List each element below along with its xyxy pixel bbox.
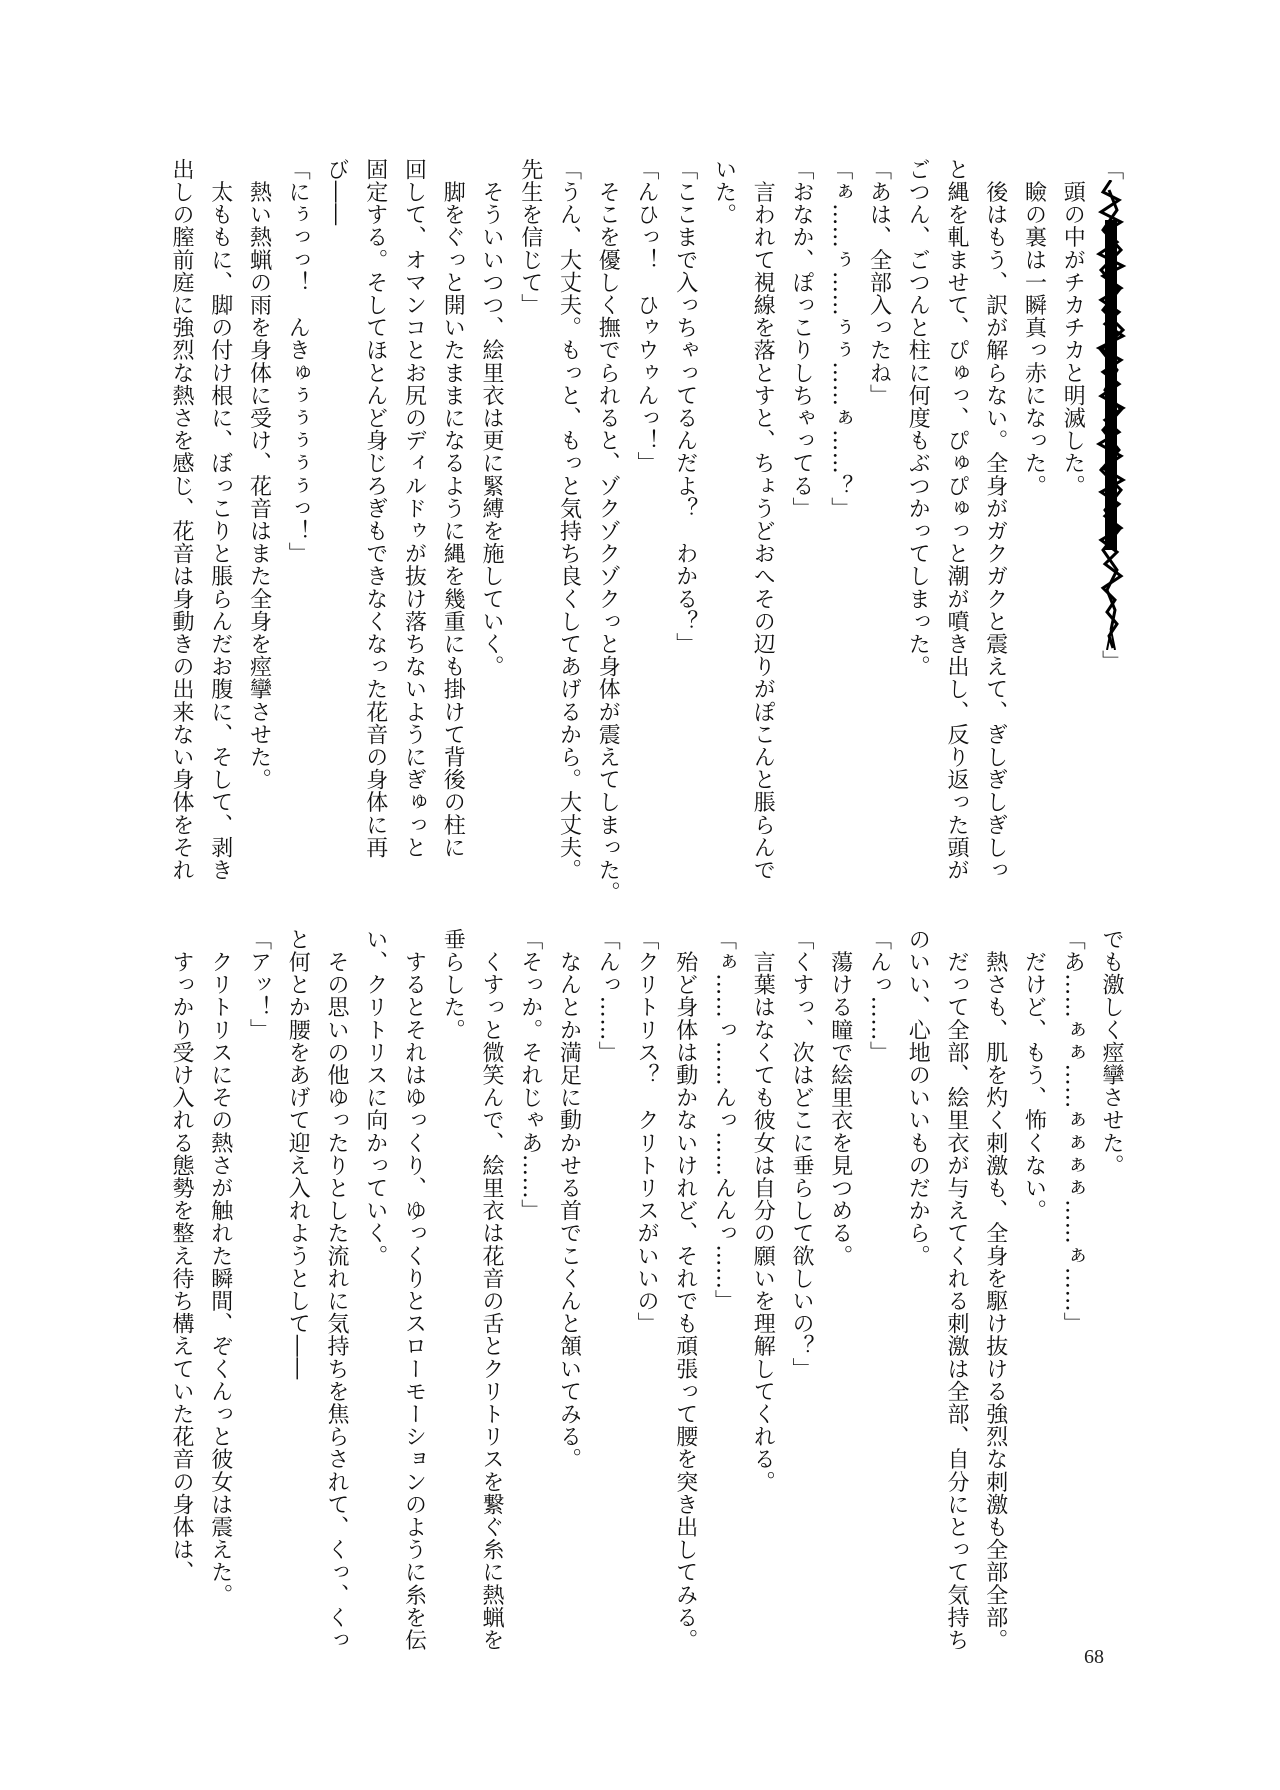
close-bracket: 」 [1098,650,1124,672]
open-bracket: 「 [1098,158,1124,180]
text-column: 出しの膣前庭に強烈な熱さを感じ、花音は身動きの出来ない身体をそれ [169,158,194,882]
text-column: その思いの他ゆったりとした流れに気持ちを焦らされて、くっ、くっ [324,928,349,1652]
text-column: 「ぁ……っ……んっ……んんっ……」 [711,928,737,1313]
text-column: 「くすっ、次はどこに垂らして欲しいの？」 [789,928,814,1380]
text-column: 「アッ！」 [246,928,272,1041]
text-column: 言われて視線を落とすと、ちょうどおへその辺りがぽこんと脹らんで [750,158,776,882]
text-column: 回して、オマンコとお尻のディルドゥが抜け落ちないようにぎゅっと [401,158,427,859]
text-column: でも激しく痙攣させた。 [1099,928,1124,1177]
text-column: 瞼の裏は一瞬真っ赤になった。 [1021,158,1047,497]
text-column: 「ぁ……ぅ……ぅぅ……ぁ……？」 [827,158,853,520]
text-column: 頭の中がチカチカと明滅した。 [1060,158,1086,497]
text-column: のいい、心地のいいものだから。 [905,928,931,1267]
text-column: 後はもう、訳が解らない。全身がガクガクと震えて、ぎしぎしぎしっ [982,158,1008,882]
text-column: と何とか腰をあげて迎え入れようとして―― [285,928,311,1380]
text-column: すっかり受け入れる態勢を整え待ち構えていた花音の身体は、 [169,928,194,1584]
text-column: 「クリトリス？ クリトリスがいいの」 [634,928,659,1335]
text-column: 言葉はなくても彼女は自分の願いを理解してくれる。 [750,928,776,1493]
text-column: 熱さも、肌を灼く刺激も、全身を駆け抜ける強烈な刺激も全部全部。 [982,928,1008,1652]
text-column: 「おなか、ぽっこりしちゃってる」 [789,158,814,520]
text-column: するとそれはゆっくり、ゆっくりとスローモーションのように糸を伝 [401,928,427,1652]
text-column: 「んっ……」 [866,928,892,1064]
text-column: い、クリトリスに向かっていく。 [362,928,388,1267]
text-column: だって全部、絵里衣が与えてくれる刺激は全部、自分にとって気持ち [944,928,969,1652]
text-column: なんとか満足に動かせる首でこくんと頷いてみる。 [556,928,582,1471]
text-column: そこを優しく撫でられると、ゾクゾクゾクっと身体が震えてしまった。 [595,158,621,904]
text-column: 太ももに、脚の付け根に、ぼっこりと脹らんだお腹に、そして、剥き [207,158,233,882]
text-column: 先生を信じて」 [517,158,543,317]
text-column: クリトリスにその熱さが触れた瞬間、ぞくんっと彼女は震えた。 [207,928,233,1606]
text-column: いた。 [711,158,737,226]
text-column: と縄を軋ませて、ぴゅっ、ぴゅぴゅっと潮が噴き出し、反り返った頭が [944,158,969,882]
text-column: 熱い熱蝋の雨を身体に受け、花音はまた全身を痙攣させた。 [246,158,272,791]
text-column: 「んっ……」 [595,928,621,1064]
top-text-block [161,158,1130,904]
text-column: 「にぅっっ！ んきゅぅぅぅぅぅっ！」 [285,158,311,565]
text-column: 「んひっ！ ひゥウゥんっ！」 [634,158,659,475]
page-number: 68 [1084,1646,1104,1668]
text-column: び―― [324,158,349,226]
text-column: そういいつつ、絵里衣は更に緊縛を施していく。 [479,158,504,678]
text-column: 「あ……ぁぁ……ぁぁぁぁ……ぁ……」 [1060,928,1086,1335]
glitched-scream-line [1091,158,1130,878]
glitch-scribble-image [1093,180,1129,650]
text-column: 垂らした。 [440,928,466,1041]
text-column: 蕩ける瞳で絵里衣を見つめる。 [827,928,853,1267]
text-column: くすっと微笑んで、絵里衣は花音の舌とクリトリスを繋ぐ糸に熱蝋を [479,928,504,1652]
text-column: 「そっか。それじゃあ……」 [517,928,543,1222]
text-column: 「うん、大丈夫。もっと、もっと気持ち良くしてあげるから。大丈夫。 [556,158,582,882]
text-column: ごつん、ごつんと柱に何度もぶつかってしまった。 [905,158,931,678]
text-column: 脚をぐっと開いたままになるように縄を幾重にも掛けて背後の柱に [440,158,466,859]
text-column: 「ここまで入っちゃってるんだよ？ わかる？」 [672,158,698,656]
bottom-text-block [161,928,1130,1652]
text-column: 「あは、全部入ったね」 [866,158,892,407]
text-column: 固定する。そしてほとんど身じろぎもできなくなった花音の身体に再 [362,158,388,859]
text-column: 殆ど身体は動かないけれど、それでも頑張って腰を突き出してみる。 [672,928,698,1652]
text-column: だけど、もう、怖くない。 [1021,928,1047,1222]
